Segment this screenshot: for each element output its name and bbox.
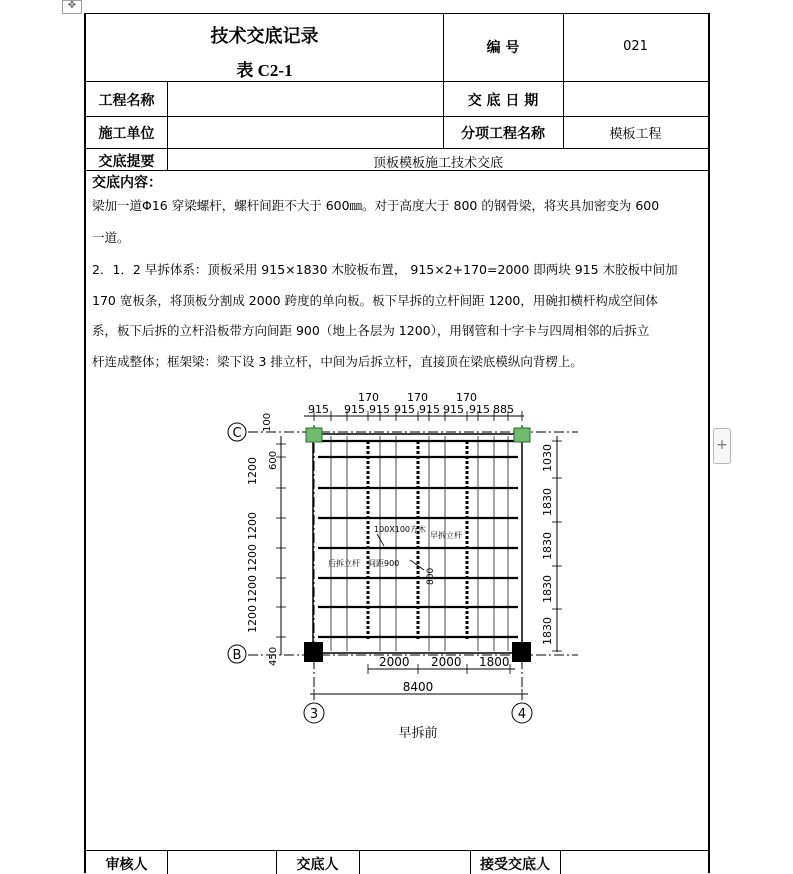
- content-line: 2．1．2 早拆体系：顶板采用 915×1830 木胶板布置， 915×2+170=2000 即两块 915 木胶板中间加: [92, 262, 678, 277]
- drawing-note: 800: [426, 567, 436, 585]
- total-dim-label: 8400: [402, 680, 434, 694]
- axis-label-c: C: [232, 426, 242, 441]
- table-move-handle-icon[interactable]: ✥: [62, 0, 82, 14]
- axis-label-4: 4: [517, 707, 527, 722]
- construction-unit-label: 施工单位: [98, 126, 155, 142]
- reviewer-label: 审核人: [105, 857, 148, 873]
- project-name-label: 工程名称: [98, 93, 155, 109]
- dim-label: 915: [344, 403, 365, 416]
- drawing-note: 后拆立杆: [328, 559, 360, 568]
- dim-label: 915: [369, 403, 390, 416]
- axis-label-b: B: [232, 648, 242, 663]
- dim-label: 170: [456, 391, 477, 404]
- corner-post-marker: [514, 428, 530, 442]
- form-title: 技术交底记录: [210, 26, 319, 46]
- dim-label: 1030: [541, 444, 554, 472]
- dim-label: 1800: [479, 655, 510, 669]
- content-heading: 交底内容：: [92, 175, 162, 191]
- dim-label: 1200: [246, 544, 259, 572]
- dim-label: 170: [407, 391, 428, 404]
- dim-label: 1200: [246, 605, 259, 633]
- content-line: 系，板下后拆的立杆沿板带方向间距 900（地上各层为 1200），用钢管和十字卡与四周相邻的后拆立: [92, 323, 650, 338]
- form-code: 表 C2-1: [236, 61, 293, 80]
- summary-label: 交底提要: [98, 154, 155, 170]
- dim-label: 1200: [246, 457, 259, 485]
- drawing-note: 间距900: [368, 559, 400, 568]
- dim-label: 885: [493, 403, 514, 416]
- dim-label: 1830: [541, 488, 554, 516]
- dim-label: 915: [419, 403, 440, 416]
- content-line: 一道。: [92, 230, 130, 245]
- number-value[interactable]: 021: [623, 39, 648, 54]
- dim-label: 915: [308, 403, 329, 416]
- drawing-note: 早拆立杆: [430, 531, 462, 540]
- dim-label: 170: [358, 391, 379, 404]
- receiver-label: 接受交底人: [480, 857, 550, 873]
- content-line: 170 宽板条，将顶板分割成 2000 跨度的单向板。板下早拆的立杆间距 1200，用碗扣横杆构成空间体: [92, 293, 658, 308]
- drawing-note: 100X100方木: [374, 525, 427, 534]
- dim-label: 1200: [246, 512, 259, 540]
- dim-label: 915: [443, 403, 464, 416]
- sub-project-value[interactable]: 模板工程: [609, 127, 662, 142]
- content-line: 梁加一道Φ16 穿梁螺杆，螺杆间距不大于 600㎜。对于高度大于 800 的钢骨梁，将夹具加密变为 600: [92, 198, 660, 213]
- date-label: 交 底 日 期: [467, 93, 539, 109]
- content-line: 杆连成整体；框架梁：梁下设 3 排立杆，中间为后拆立杆，直接顶在梁底模纵向背楞上。: [92, 354, 583, 369]
- dim-label: 1830: [541, 617, 554, 645]
- dim-label: 2000: [431, 655, 462, 669]
- dim-label: 1830: [541, 575, 554, 603]
- dim-label: 915: [469, 403, 490, 416]
- corner-post-marker: [306, 428, 322, 442]
- dim-label: 1200: [246, 575, 259, 603]
- dim-label: 1830: [541, 532, 554, 560]
- sub-project-label: 分项工程名称: [461, 126, 545, 142]
- expand-plus-icon[interactable]: +: [713, 428, 731, 464]
- dim-label: 450: [268, 646, 279, 666]
- dim-label: 600: [268, 450, 279, 470]
- summary-value[interactable]: 顶板模板施工技术交底: [372, 156, 503, 171]
- dim-label: 100: [262, 412, 273, 432]
- drawing-caption: 早拆前: [398, 726, 438, 741]
- dim-label: 915: [394, 403, 415, 416]
- axis-label-3: 3: [309, 707, 319, 722]
- dim-label: 2000: [379, 655, 410, 669]
- presenter-label: 交底人: [296, 857, 339, 873]
- number-label: 编 号: [486, 40, 520, 56]
